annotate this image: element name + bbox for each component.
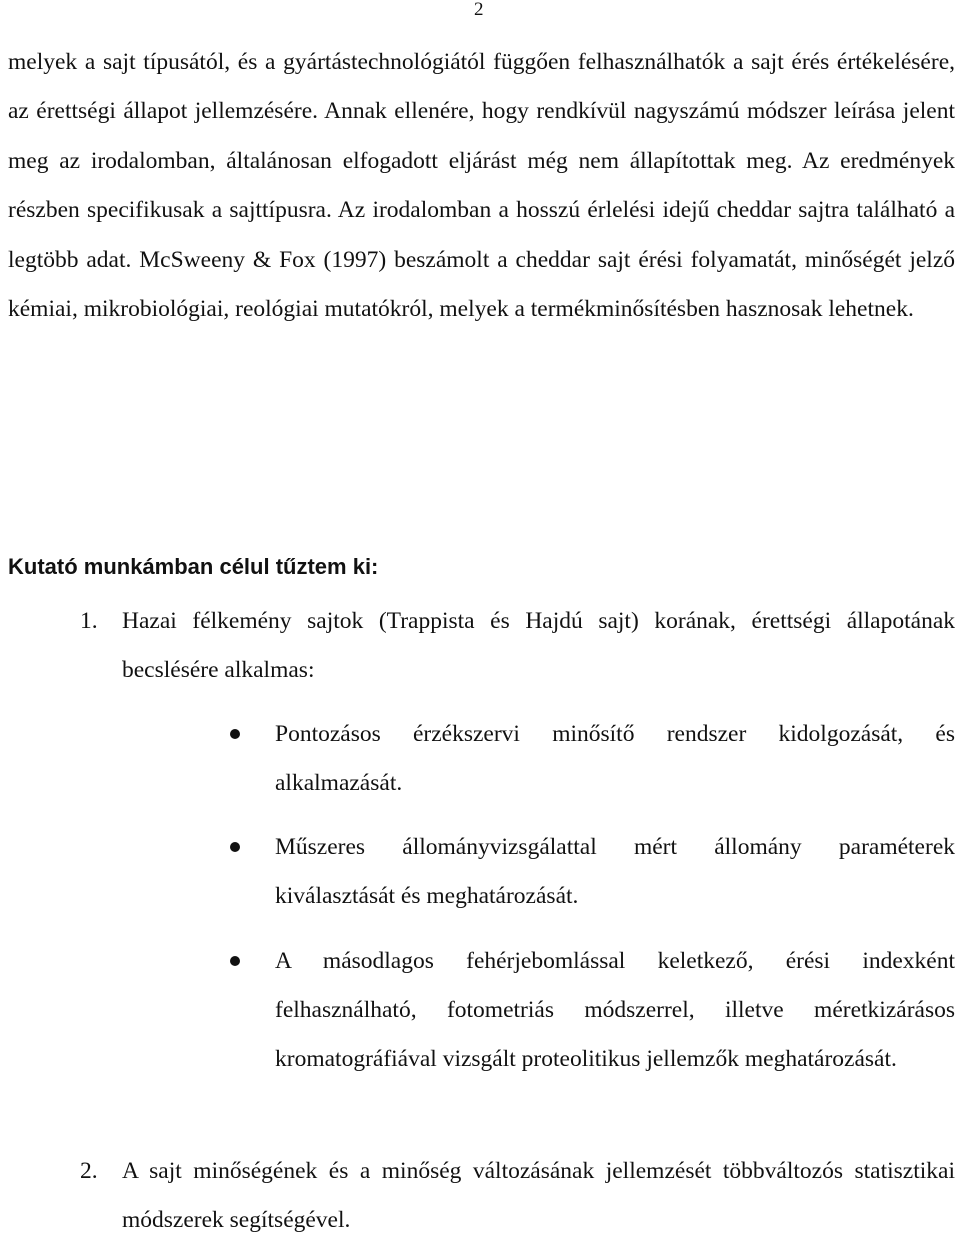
- bullet-text-1: Pontozásos érzékszervi minősítő rendszer kidolgozását, és alkalmazását.: [275, 721, 955, 796]
- bullet-icon: [230, 842, 240, 852]
- bullet-icon: [230, 956, 240, 966]
- goal-marker-1: 1.: [80, 608, 98, 634]
- bullet-text-2: Műszeres állományvizsgálattal mért állomány paraméterek kiválasztását és meghatározását.: [275, 834, 955, 909]
- goal-text-2: A sajt minőségének és a minőség változásának jellemzését többváltozós statisztikai módszerek segítségével.: [122, 1158, 955, 1233]
- goal-marker-2: 2.: [80, 1158, 98, 1184]
- bullet-text-3: A másodlagos fehérjebomlással keletkező, érési indexként felhasználható, fotometriás módszerrel, illetve méretkizárásos kromatográfiával vizsgált proteolitikus jellemzők meghatározását.: [275, 948, 955, 1072]
- section-heading: Kutató munkámban célul tűztem ki:: [8, 554, 379, 579]
- page-number: 2: [474, 0, 484, 20]
- goal-text-1: Hazai félkemény sajtok (Trappista és Hajdú sajt) korának, érettségi állapotának becslésére alkalmas:: [122, 608, 955, 683]
- bullet-icon: [230, 729, 240, 739]
- body-paragraph: melyek a sajt típusától, és a gyártástechnológiától függően felhasználhatók a sajt érés értékelésére, az érettségi állapot jellemzésére. Annak ellenére, hogy rendkívül nagyszámú módszer leírása jelent meg az irodalomban, általánosan elfogadott eljárást még nem állapítottak meg. Az eredmények részben specifikusak a sajttípusra. Az irodalomban a hosszú érlelési idejű cheddar sajtra található a legtöbb adat. McSweeny & Fox (1997) beszámolt a cheddar sajt érési folyamatát, minőségét jelző kémiai, mikrobiológiai, reológiai mutatókról, melyek a termékminősítésben hasznosak lehetnek.: [8, 49, 955, 323]
